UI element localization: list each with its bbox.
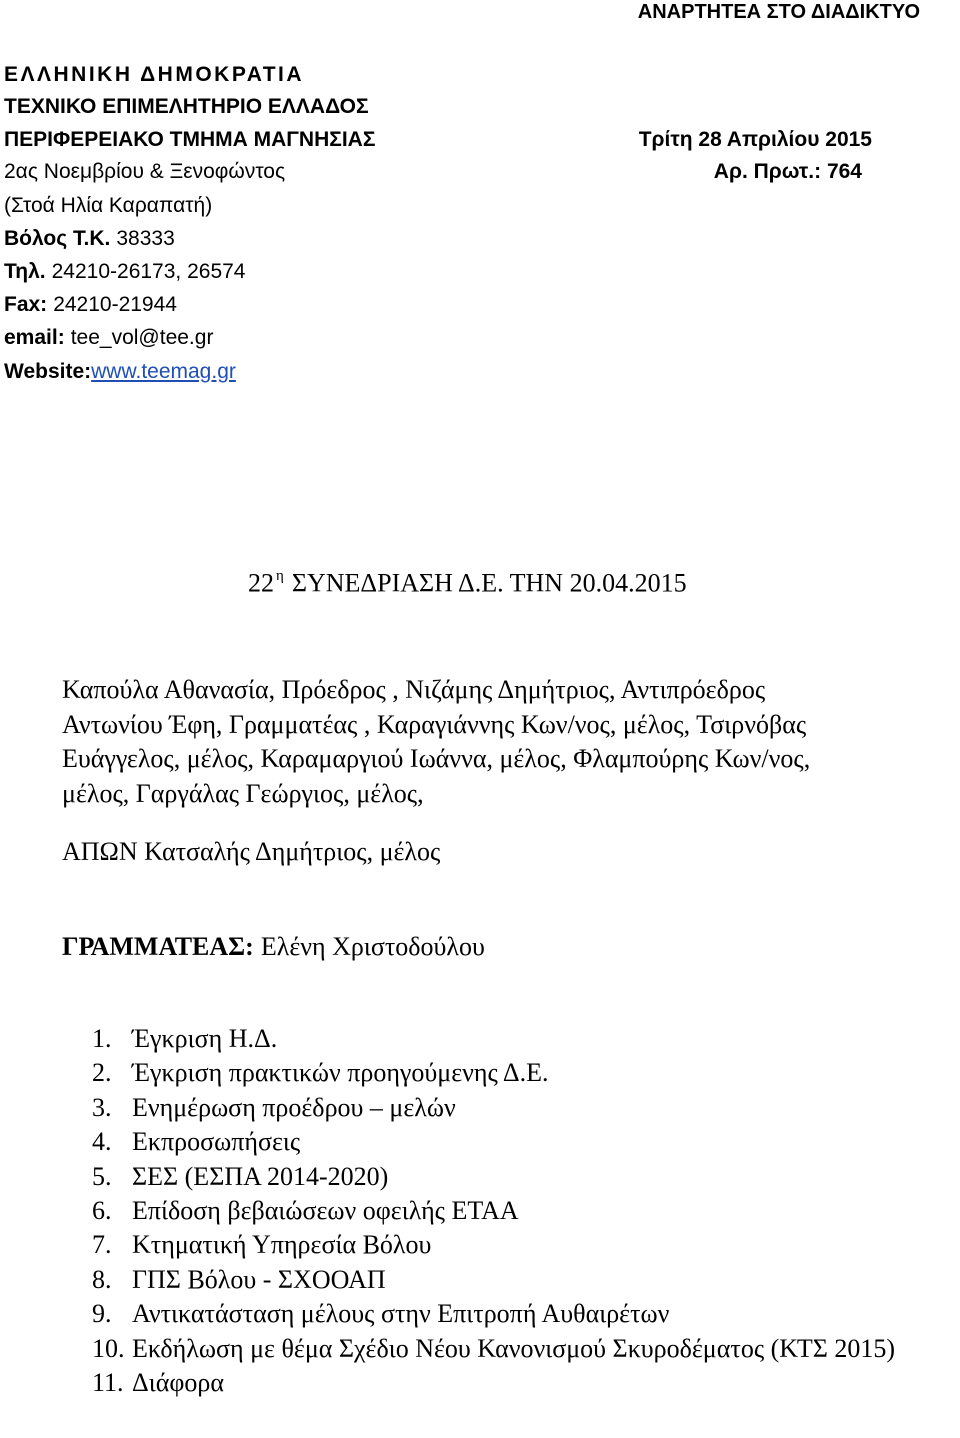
agenda-item-text: Αντικατάσταση μέλους στην Επιτροπή Αυθαιρέτων xyxy=(132,1299,670,1329)
agenda-item-text: Έγκριση πρακτικών προηγούμενης Δ.Ε. xyxy=(132,1058,549,1088)
title-text: ΣΥΝΕΔΡΙΑΣΗ Δ.Ε. ΤΗΝ 20.04.2015 xyxy=(291,568,687,598)
posting-notice: ΑΝΑΡΤΗΤΕΑ ΣΤΟ ΔΙΑΔΙΚΤΥΟ xyxy=(637,1,920,23)
agenda-item xyxy=(92,1194,952,1228)
agenda-item-text: Επίδοση βεβαιώσεων οφειλής ΕΤΑΑ xyxy=(132,1196,519,1226)
fax-number: 24210-21944 xyxy=(53,293,177,316)
header-address-street: 2ας Νοεμβρίου & Ξενοφώντος xyxy=(4,160,286,183)
agenda-item xyxy=(92,1091,952,1125)
meeting-title xyxy=(248,562,687,600)
header-phone-line xyxy=(4,260,245,284)
agenda-item-text: Εκπροσωπήσεις xyxy=(132,1127,301,1157)
header-city-line xyxy=(4,227,175,251)
agenda-item-text: Κτηματική Υπηρεσία Βόλου xyxy=(132,1230,432,1260)
agenda-item-text: ΣΕΣ (ΕΣΠΑ 2014-2020) xyxy=(132,1161,389,1191)
agenda-item xyxy=(92,1366,952,1400)
agenda-item-number: 5. xyxy=(92,1161,112,1191)
absent-members xyxy=(62,835,440,870)
agenda-item-number: 1. xyxy=(92,1024,112,1053)
website-link[interactable]: www.teemag.gr xyxy=(91,360,236,383)
postal-code: 38333 xyxy=(116,227,175,250)
header-address-building: (Στοά Ηλία Καραπατή) xyxy=(4,194,213,217)
title-ordinal-suffix: η xyxy=(276,568,284,584)
agenda-item xyxy=(92,1056,952,1090)
agenda-item xyxy=(92,1160,952,1194)
phone-number: 24210-26173, 26574 xyxy=(51,260,246,283)
protocol-number: Αρ. Πρωτ.: 764 xyxy=(713,160,862,183)
agenda-item-text: Ενημέρωση προέδρου – μελών xyxy=(132,1092,456,1122)
agenda-item-text: ΓΠΣ Βόλου - ΣΧΟΟΑΠ xyxy=(132,1264,386,1294)
agenda-item xyxy=(92,1125,952,1159)
email-label: email: xyxy=(4,326,65,349)
agenda-item xyxy=(92,1022,952,1056)
phone-label: Τηλ. xyxy=(4,260,46,283)
header-fax-line xyxy=(4,293,177,317)
agenda-item xyxy=(92,1228,952,1262)
absent-line: ΑΠΩΝ Κατσαλής Δημήτριος, μέλος xyxy=(62,837,441,866)
attendees-line: Ευάγγελος, μέλος, Καραμαργιού Ιωάννα, μέλος, Φλαμπούρης Κων/νος, xyxy=(62,744,811,773)
website-label: Website: xyxy=(4,360,92,383)
agenda-item-number: 7. xyxy=(92,1230,112,1260)
fax-label: Fax: xyxy=(4,293,48,316)
agenda-item-number: 3. xyxy=(92,1092,112,1122)
agenda-item xyxy=(92,1332,952,1366)
agenda-item-number: 10. xyxy=(92,1333,125,1363)
agenda-item-number: 9. xyxy=(92,1299,112,1329)
email-address: tee_vol@tee.gr xyxy=(70,326,214,349)
document-date: Τρίτη 28 Απριλίου 2015 xyxy=(638,128,872,151)
agenda-item xyxy=(92,1263,952,1297)
secretary-line xyxy=(62,930,485,965)
agenda-item-number: 4. xyxy=(92,1127,112,1157)
agenda-item-number: 11. xyxy=(92,1368,124,1398)
agenda-item xyxy=(92,1297,952,1331)
agenda-item-number: 6. xyxy=(92,1196,112,1226)
header-country: ΕΛΛΗΝΙΚΗ ΔΗΜΟΚΡΑΤΙΑ xyxy=(4,63,305,86)
agenda-item-number: 8. xyxy=(92,1264,112,1294)
header-website-line xyxy=(4,360,236,384)
secretary-label: ΓΡΑΜΜΑΤΕΑΣ: xyxy=(62,932,254,961)
header-email-line xyxy=(4,326,213,350)
agenda-item-text: Εκδήλωση με θέμα Σχέδιο Νέου Κανονισμού Σκυροδέματος (ΚΤΣ 2015) xyxy=(132,1333,896,1363)
attendees-line: μέλος, Γαργάλας Γεώργιος, μέλος, xyxy=(62,778,424,808)
header-organization: ΤΕΧΝΙΚΟ ΕΠΙΜΕΛΗΤΗΡΙΟ ΕΛΛΑΔΟΣ xyxy=(4,95,369,118)
secretary-name: Ελένη Χριστοδούλου xyxy=(260,932,485,961)
agenda-item-number: 2. xyxy=(92,1058,112,1088)
agenda-item-text: Έγκριση Η.Δ. xyxy=(132,1024,278,1053)
title-number: 22 xyxy=(248,568,274,598)
attendees-paragraph xyxy=(62,673,810,811)
attendees-line: Αντωνίου Έφη, Γραμματέας , Καραγιάννης Κων/νος, μέλος, Τσιρνόβας xyxy=(62,709,807,739)
agenda-item-text: Διάφορα xyxy=(132,1368,224,1398)
header-department: ΠΕΡΙΦΕΡΕΙΑΚΟ ΤΜΗΜΑ ΜΑΓΝΗΣΙΑΣ xyxy=(4,128,376,151)
attendees-line: Καπούλα Αθανασία, Πρόεδρος , Νιζάμης Δημήτριος, Αντιπρόεδρος xyxy=(62,675,766,704)
city-label: Βόλος Τ.Κ. xyxy=(4,227,111,250)
agenda-list xyxy=(92,1022,952,1400)
